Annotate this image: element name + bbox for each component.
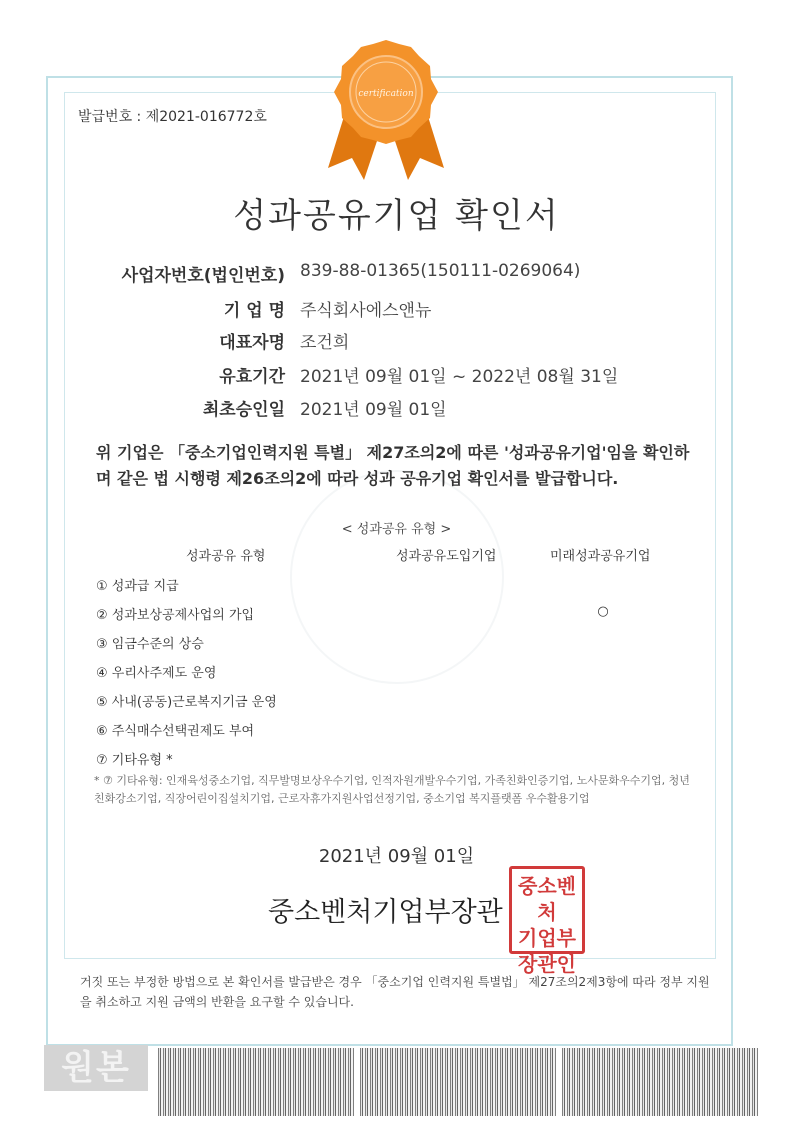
table-row [90,720,690,749]
info-row-validity-period [0,362,793,392]
type-name: ④ 우리사주제도 운영 [96,666,217,681]
info-row-representative [0,328,793,358]
info-label: 대표자명 [219,333,285,353]
security-pattern [158,1048,354,1116]
future-mark: ○ [597,604,609,619]
statement-line: 며 같은 법 시행령 제26조의2에 따라 성과 공유기업 확인서를 발급합니다. [96,469,619,488]
column-header-future: 미래성과공유기업 [550,549,651,564]
official-seal-icon: 중소벤처 기업부 장관인 [509,866,585,954]
info-row-company-name [0,296,793,326]
certification-medal-icon [316,30,456,180]
performance-sharing-types-table [90,545,690,778]
type-name: ② 성과보상공제사업의 가입 [96,608,255,623]
info-value: 조건희 [300,333,350,353]
other-types-note: * ⑦ 기타유형: 인재육성중소기업, 직무발명보상우수기업, 인적자원개발우수기업, 가족친화인증기업, 노사문화우수기업, 청년친화강소기업, 직장어린이집설치기업, 근로자휴가지원사업선정기업, 중소기업 복지플랫폼 우수활용기업 [94,774,690,805]
table-header [90,545,690,575]
info-label: 최초승인일 [202,400,285,420]
info-label: 기 업 명 [223,301,285,321]
info-row-first-approval [0,395,793,425]
table-row [90,575,690,604]
svg-text:certification: certification [358,89,414,99]
type-name: ⑥ 주식매수선택권제도 부여 [96,724,255,739]
footer-warning: 거짓 또는 부정한 방법으로 본 확인서를 발급받은 경우 「중소기업 인력지원 특별법」 제27조의2제3항에 따라 정부 지원을 취소하고 지원 금액의 반환을 요구할 수 있습니다. [80,975,710,1009]
info-row-business-number [0,261,793,291]
confirmation-statement [96,440,696,492]
info-value: 839-88-01365(150111-0269064) [300,261,581,281]
info-value: 2021년 09월 01일 [300,400,447,420]
issue-number: 발급번호 : 제2021-016772호 [78,109,267,125]
type-name: ① 성과급 지급 [96,579,179,594]
security-pattern [360,1048,556,1116]
issuer-name: 중소벤처기업부장관 [268,897,503,928]
info-value: 주식회사에스앤뉴 [300,301,432,321]
table-row [90,604,690,633]
column-header-intro: 성과공유도입기업 [396,549,497,564]
type-name: ⑦ 기타유형 * [96,753,173,768]
type-name: ③ 임금수준의 상승 [96,637,204,652]
table-row [90,662,690,691]
type-name: ⑤ 사내(공동)근로복지기금 운영 [96,695,277,710]
info-label: 사업자번호(법인번호) [121,266,285,286]
types-caption: < 성과공유 유형 > [341,522,452,537]
info-value: 2021년 09월 01일 ~ 2022년 08월 31일 [300,367,619,387]
info-label: 유효기간 [219,367,285,387]
security-pattern [562,1048,758,1116]
original-stamp: 원본 [44,1045,148,1091]
document-title: 성과공유기업 확인서 [233,196,560,236]
issue-date: 2021년 09월 01일 [318,846,475,867]
column-header-type: 성과공유 유형 [186,549,266,564]
table-row [90,633,690,662]
table-row [90,691,690,720]
statement-line: 위 기업은 「중소기업인력지원 특별」 제27조의2에 따른 '성과공유기업'임을 확인하 [96,443,690,462]
